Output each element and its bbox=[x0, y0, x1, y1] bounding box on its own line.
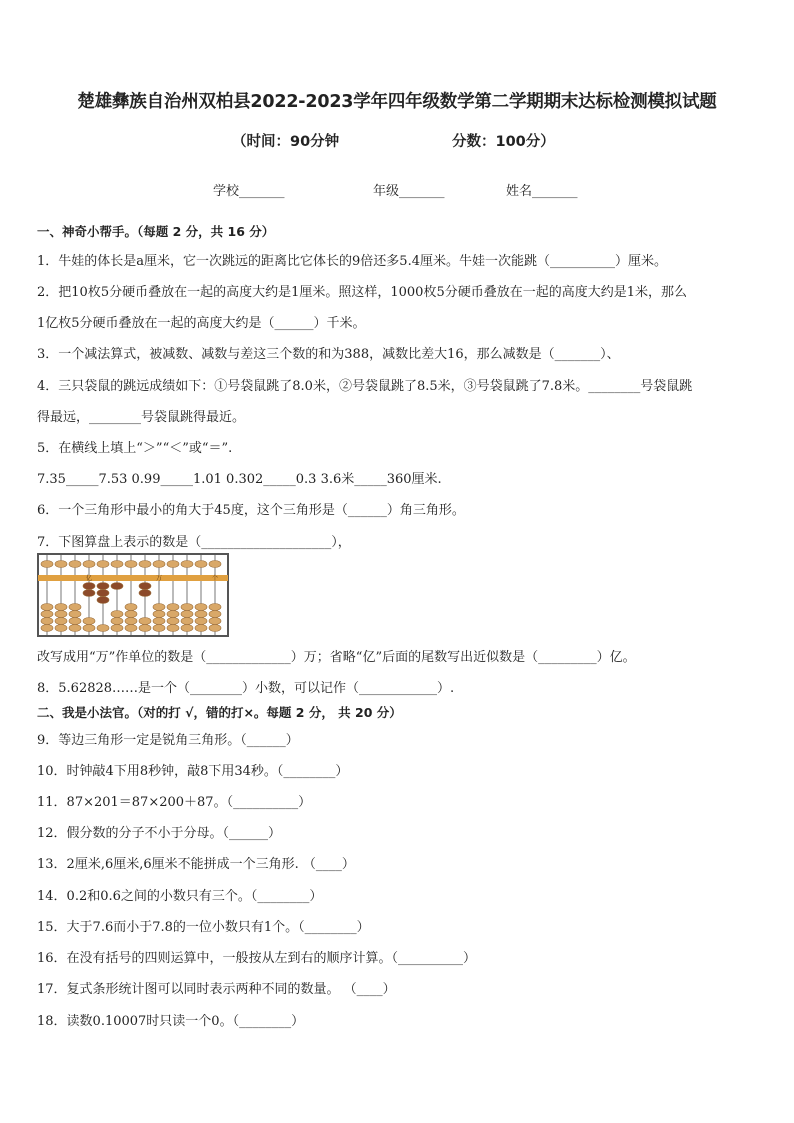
grade-field[interactable]: 年级_______ bbox=[373, 184, 445, 199]
question-12: 12．假分数的分子不小于分母。（______） bbox=[37, 826, 282, 841]
abacus-lower-bead bbox=[195, 604, 207, 611]
abacus-upper-bead bbox=[111, 561, 123, 568]
abacus-rod-label: 亿 bbox=[85, 575, 93, 582]
question-2-cont: 1亿枚5分硬币叠放在一起的高度大约是（______）千米。 bbox=[37, 316, 366, 331]
question-14: 14．0.2和0.6之间的小数只有三个。（________） bbox=[37, 889, 323, 904]
question-3: 3．一个减法算式，被减数、减数与差这三个数的和为388，减数比差大16，那么减数是（_______）、 bbox=[37, 347, 620, 362]
abacus-lower-bead bbox=[167, 611, 179, 618]
abacus-lower-bead bbox=[209, 604, 221, 611]
subtitle-score: 分数：100分） bbox=[452, 134, 555, 150]
abacus-lower-bead bbox=[41, 604, 53, 611]
abacus-lower-bead bbox=[97, 590, 109, 597]
abacus-lower-bead bbox=[83, 583, 95, 590]
abacus-lower-bead bbox=[125, 611, 137, 618]
abacus-lower-bead bbox=[41, 625, 53, 632]
question-7: 7．下图算盘上表示的数是（____________________）， bbox=[37, 535, 351, 550]
abacus-lower-bead bbox=[181, 611, 193, 618]
question-9: 9．等边三角形一定是锐角三角形。（______） bbox=[37, 733, 299, 748]
abacus-upper-bead bbox=[181, 561, 193, 568]
question-13: 13．2厘米,6厘米,6厘米不能拼成一个三角形. （____） bbox=[37, 857, 355, 872]
abacus-lower-bead bbox=[55, 611, 67, 618]
abacus-rod-label: 个 bbox=[211, 575, 219, 582]
abacus-image bbox=[37, 553, 229, 637]
question-5: 5．在横线上填上“＞”“＜”或“＝”. bbox=[37, 441, 233, 456]
abacus-lower-bead bbox=[83, 625, 95, 632]
abacus-lower-bead bbox=[209, 618, 221, 625]
abacus-lower-bead bbox=[139, 625, 151, 632]
abacus-lower-bead bbox=[97, 625, 109, 632]
abacus-lower-bead bbox=[125, 625, 137, 632]
section-heading-2: 二、我是小法官。（对的打 √，错的打×。每题 2 分， 共 20 分） bbox=[37, 705, 402, 720]
abacus-lower-bead bbox=[97, 597, 109, 604]
abacus-upper-bead bbox=[195, 561, 207, 568]
abacus-lower-bead bbox=[167, 604, 179, 611]
question-17: 17．复式条形统计图可以同时表示两种不同的数量。 （____） bbox=[37, 982, 396, 997]
abacus-lower-bead bbox=[69, 611, 81, 618]
abacus-upper-bead bbox=[153, 561, 165, 568]
question-15: 15．大于7.6而小于7.8的一位小数只有1个。（________） bbox=[37, 920, 370, 935]
abacus-lower-bead bbox=[139, 583, 151, 590]
abacus-lower-bead bbox=[97, 583, 109, 590]
page-title: 楚雄彝族自治州双柏县2022-2023学年四年级数学第二学期期末达标检测模拟试题 bbox=[77, 92, 717, 112]
abacus-lower-bead bbox=[167, 618, 179, 625]
abacus-upper-bead bbox=[167, 561, 179, 568]
abacus-lower-bead bbox=[55, 618, 67, 625]
abacus-lower-bead bbox=[181, 618, 193, 625]
question-1: 1．牛娃的体长是a厘米，它一次跳远的距离比它体长的9倍还多5.4厘米。牛娃一次能跳（__________）厘米。 bbox=[37, 254, 667, 269]
abacus-lower-bead bbox=[111, 618, 123, 625]
abacus-lower-bead bbox=[195, 618, 207, 625]
abacus-lower-bead bbox=[209, 625, 221, 632]
abacus-upper-bead bbox=[139, 561, 151, 568]
abacus-lower-bead bbox=[41, 618, 53, 625]
question-4: 4．三只袋鼠的跳远成绩如下：①号袋鼠跳了8.0米，②号袋鼠跳了8.5米，③号袋鼠跳了7.8米。________号袋鼠跳 bbox=[37, 379, 693, 394]
abacus-lower-bead bbox=[181, 604, 193, 611]
abacus-lower-bead bbox=[139, 618, 151, 625]
abacus-lower-bead bbox=[69, 604, 81, 611]
abacus-lower-bead bbox=[209, 611, 221, 618]
abacus-upper-bead bbox=[83, 561, 95, 568]
question-18: 18．读数0.10007时只读一个0。（________） bbox=[37, 1014, 305, 1029]
question-6: 6．一个三角形中最小的角大于45度，这个三角形是（______）角三角形。 bbox=[37, 503, 465, 518]
abacus-upper-bead bbox=[41, 561, 53, 568]
question-11: 11．87×201＝87×200＋87。（__________） bbox=[37, 795, 312, 810]
abacus-lower-bead bbox=[195, 611, 207, 618]
abacus-lower-bead bbox=[125, 604, 137, 611]
abacus-lower-bead bbox=[55, 604, 67, 611]
abacus-rod-label: 万 bbox=[155, 575, 163, 582]
subtitle-time: （时间：90分钟 bbox=[232, 134, 340, 150]
abacus-lower-bead bbox=[111, 611, 123, 618]
abacus-lower-bead bbox=[83, 618, 95, 625]
abacus-lower-bead bbox=[69, 625, 81, 632]
question-4-cont: 得最远，________号袋鼠跳得最近。 bbox=[37, 410, 246, 425]
question-16: 16．在没有括号的四则运算中，一般按从左到右的顺序计算。（__________） bbox=[37, 951, 477, 966]
abacus-lower-bead bbox=[111, 625, 123, 632]
abacus-lower-bead bbox=[55, 625, 67, 632]
abacus-lower-bead bbox=[153, 625, 165, 632]
abacus-upper-bead bbox=[69, 561, 81, 568]
abacus-lower-bead bbox=[139, 590, 151, 597]
school-field[interactable]: 学校_______ bbox=[213, 184, 285, 199]
abacus-upper-bead bbox=[97, 561, 109, 568]
abacus-upper-bead bbox=[125, 561, 137, 568]
abacus-lower-bead bbox=[153, 611, 165, 618]
abacus-lower-bead bbox=[167, 625, 179, 632]
abacus-lower-bead bbox=[111, 583, 123, 590]
abacus-beam bbox=[38, 575, 228, 581]
question-5-items: 7.35_____7.53 0.99_____1.01 0.302_____0.3 3.6米_____360厘米. bbox=[37, 472, 442, 487]
question-8: 8．5.62828……是一个（________）小数，可以记作（____________）. bbox=[37, 681, 455, 696]
name-field[interactable]: 姓名_______ bbox=[506, 184, 578, 199]
section-heading-1: 一、神奇小帮手。（每题 2 分，共 16 分） bbox=[37, 224, 275, 239]
abacus-lower-bead bbox=[181, 625, 193, 632]
abacus-lower-bead bbox=[83, 590, 95, 597]
abacus-lower-bead bbox=[153, 618, 165, 625]
abacus-upper-bead bbox=[209, 561, 221, 568]
abacus-upper-bead bbox=[55, 561, 67, 568]
question-7-cont: 改写成用“万”作单位的数是（_____________）万；省略“亿”后面的尾数写出近似数是（_________）亿。 bbox=[37, 650, 636, 665]
abacus-lower-bead bbox=[69, 618, 81, 625]
abacus-lower-bead bbox=[153, 604, 165, 611]
abacus-lower-bead bbox=[41, 611, 53, 618]
abacus-lower-bead bbox=[195, 625, 207, 632]
question-10: 10．时钟敲4下用8秒钟，敲8下用34秒。（________） bbox=[37, 764, 349, 779]
question-2: 2．把10枚5分硬币叠放在一起的高度大约是1厘米。照这样，1000枚5分硬币叠放在一起的高度大约是1米，那么 bbox=[37, 285, 687, 300]
abacus-lower-bead bbox=[125, 618, 137, 625]
